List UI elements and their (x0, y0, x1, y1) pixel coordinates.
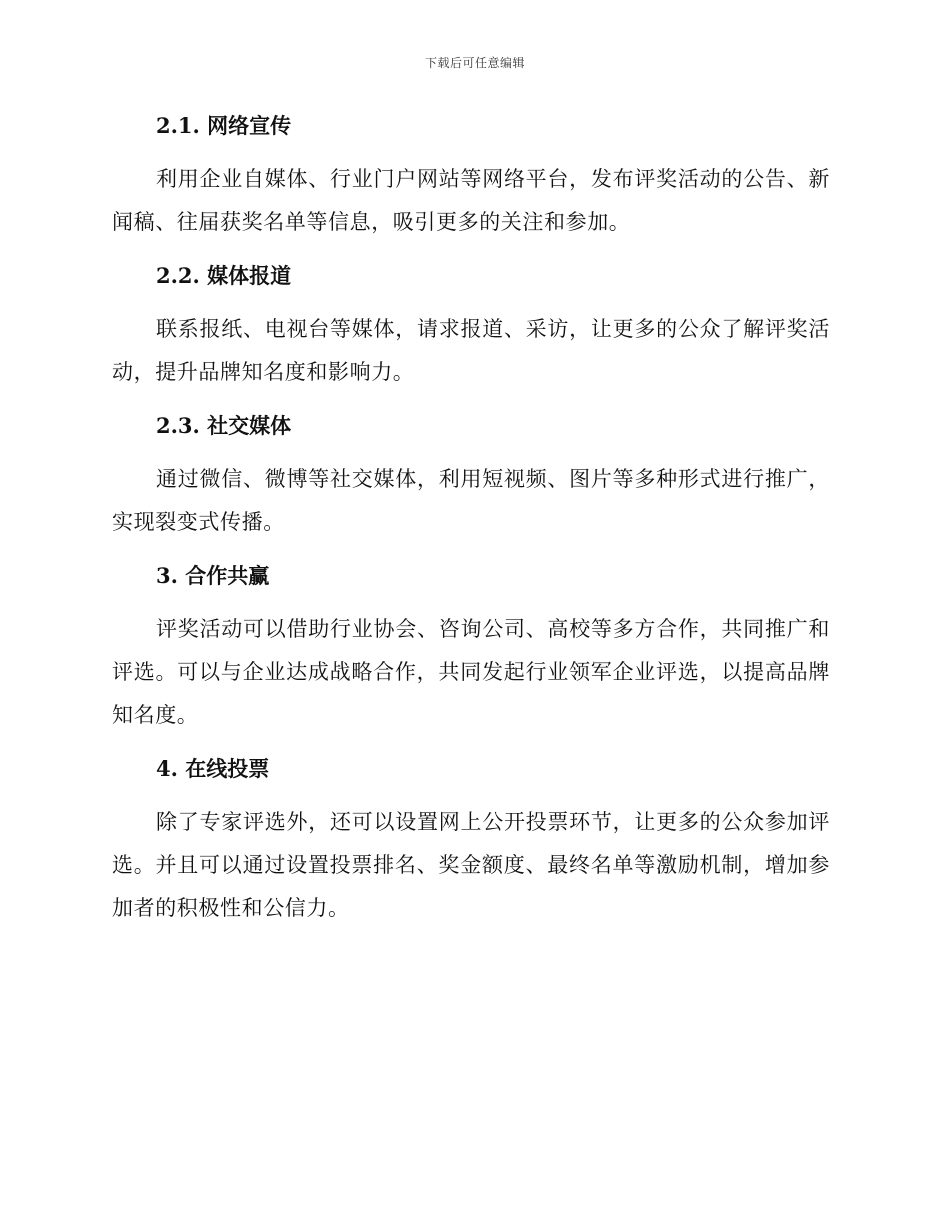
section-social-media (112, 408, 830, 544)
section-paragraph: 联系报纸、电视台等媒体，请求报道、采访，让更多的公众了解评奖活动，提升品牌知名度和影响力。 (112, 317, 830, 384)
header-note: 下载后可任意编辑 (424, 56, 525, 70)
document-body (112, 108, 830, 944)
section-network-promotion (112, 108, 830, 244)
section-cooperation (112, 558, 830, 737)
section-online-voting (112, 751, 830, 930)
section-paragraph: 评奖活动可以借助行业协会、咨询公司、高校等多方合作，共同推广和评选。可以与企业达成战略合作，共同发起行业领军企业评选，以提高品牌知名度。 (112, 617, 830, 727)
section-heading: 2.3. 社交媒体 (156, 413, 292, 438)
section-heading: 2.1. 网络宣传 (156, 113, 292, 138)
section-heading: 4. 在线投票 (156, 756, 270, 781)
section-media-coverage (112, 258, 830, 394)
section-paragraph: 除了专家评选外，还可以设置网上公开投票环节，让更多的公众参加评选。并且可以通过设置投票排名、奖金额度、最终名单等激励机制，增加参加者的积极性和公信力。 (112, 810, 830, 920)
section-paragraph: 利用企业自媒体、行业门户网站等网络平台，发布评奖活动的公告、新闻稿、往届获奖名单等信息，吸引更多的关注和参加。 (112, 167, 830, 234)
section-heading: 3. 合作共赢 (156, 563, 270, 588)
section-paragraph: 通过微信、微博等社交媒体，利用短视频、图片等多种形式进行推广，实现裂变式传播。 (112, 467, 830, 534)
section-heading: 2.2. 媒体报道 (156, 263, 292, 288)
